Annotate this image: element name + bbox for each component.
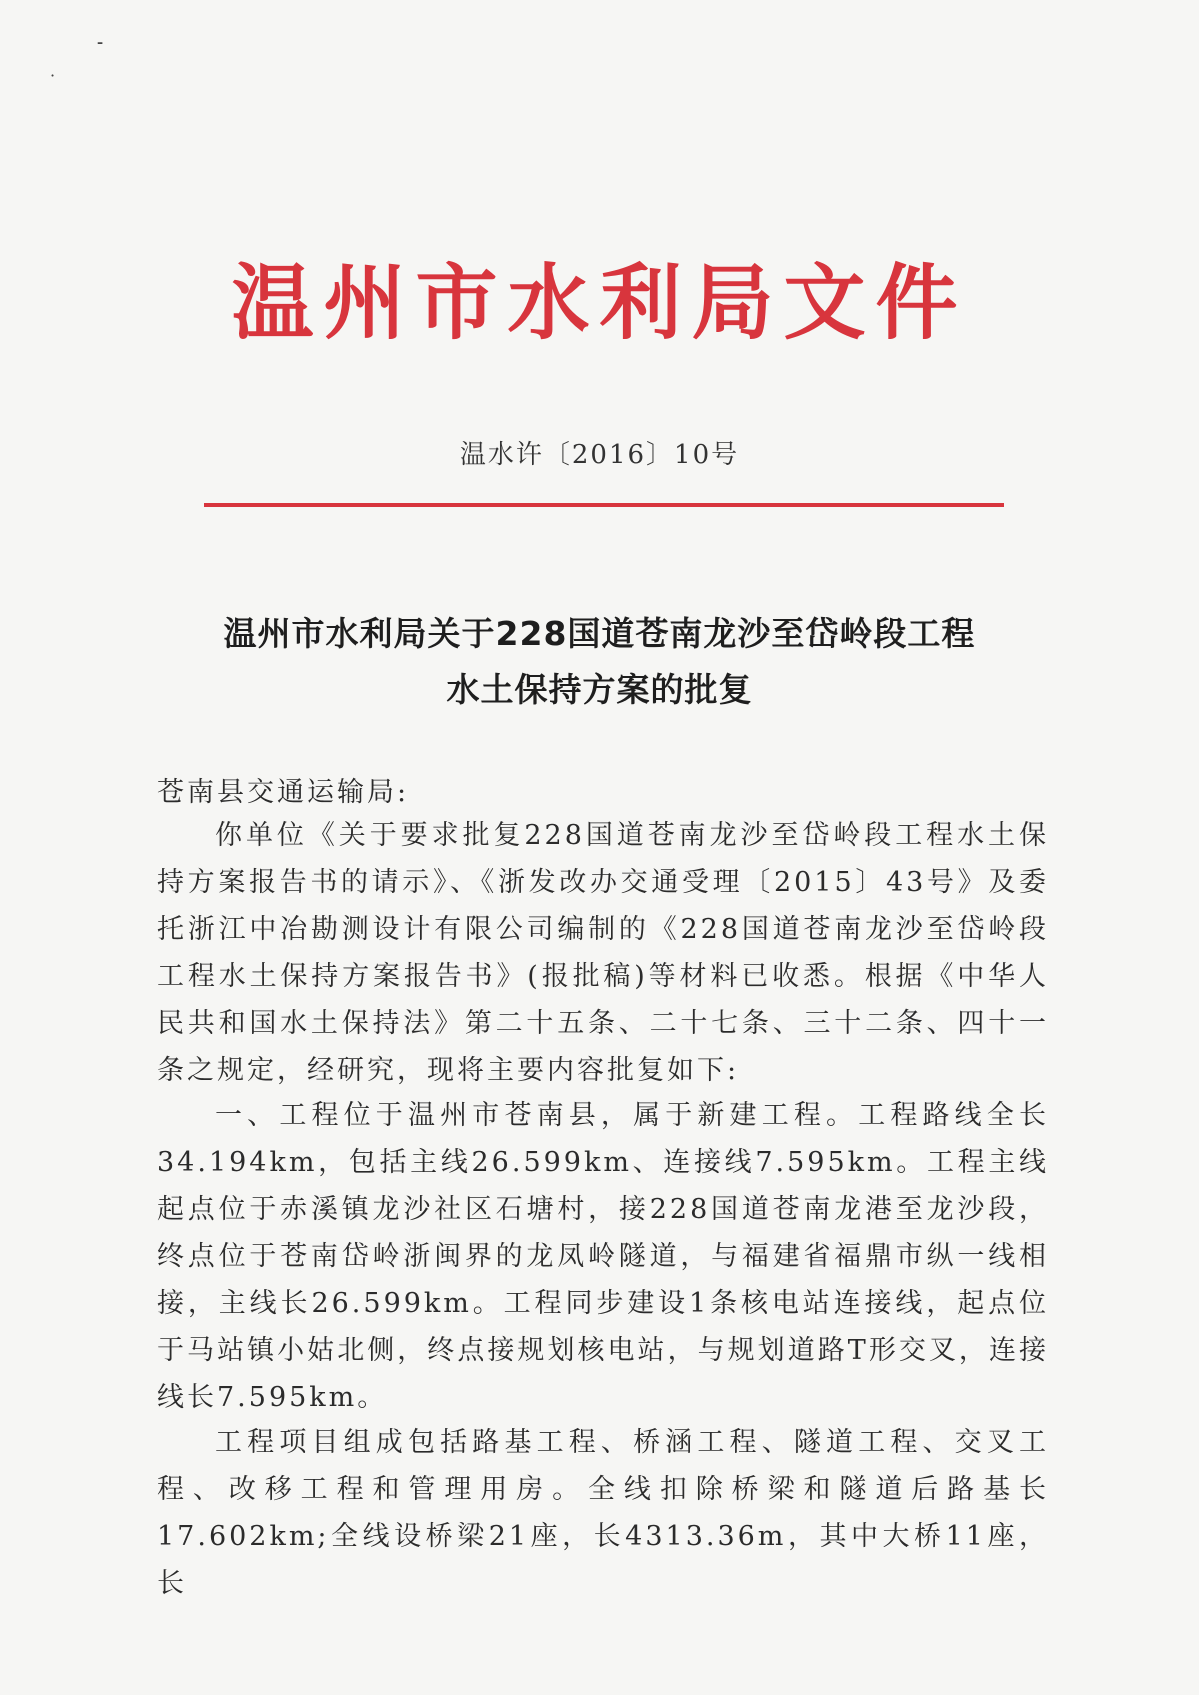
document-number: 温水许〔2016〕10号 [459, 440, 740, 470]
body-paragraph-1 [157, 812, 1049, 1094]
scan-speck: · [50, 66, 56, 85]
body-paragraph-3 [157, 1419, 1049, 1607]
addressee: 苍南县交通运输局: [157, 777, 410, 808]
paragraph-text: 你单位《关于要求批复228国道苍南龙沙至岱岭段工程水土保持方案报告书的请示》、《浙发改办交通受理〔2015〕43号》及委托浙江中冶勘测设计有限公司编制的《228国道苍南龙沙至岱岭段工程水土保持方案报告书》(报批稿)等材料已收悉。根据《中华人民共和国水土保持法》第二十五条、二十七条、三十二条、四十一条之规定，经研究，现将主要内容批复如下: [157, 820, 1049, 1086]
paragraph-text: 一、工程位于温州市苍南县，属于新建工程。工程路线全长34.194km，包括主线26.599km、连接线7.595km。工程主线起点位于赤溪镇龙沙社区石塘村，接228国道苍南龙港至龙沙段，终点位于苍南岱岭浙闽界的龙凤岭隧道，与福建省福鼎市纵一线相接，主线长26.599km。工程同步建设1条核电站连接线，起点位于马站镇小姑北侧，终点接规划核电站，与规划道路T形交叉，连接线长7.595km。 [157, 1100, 1049, 1413]
body-paragraph-2 [157, 1092, 1049, 1421]
paragraph-text: 工程项目组成包括路基工程、桥涵工程、隧道工程、交叉工程、改移工程和管理用房。全线扣除桥梁和隧道后路基长17.602km;全线设桥梁21座，长4313.36m，其中大桥11座，长 [157, 1427, 1049, 1599]
document-title-line-2: 水土保持方案的批复 [446, 670, 753, 709]
document-title-line-1: 温州市水利局关于228国道苍南龙沙至岱岭段工程 [223, 614, 976, 653]
organization-header: 温州市水利局文件 [231, 256, 968, 351]
scan-speck: ⁃ [96, 34, 104, 53]
header-divider [204, 503, 1004, 507]
